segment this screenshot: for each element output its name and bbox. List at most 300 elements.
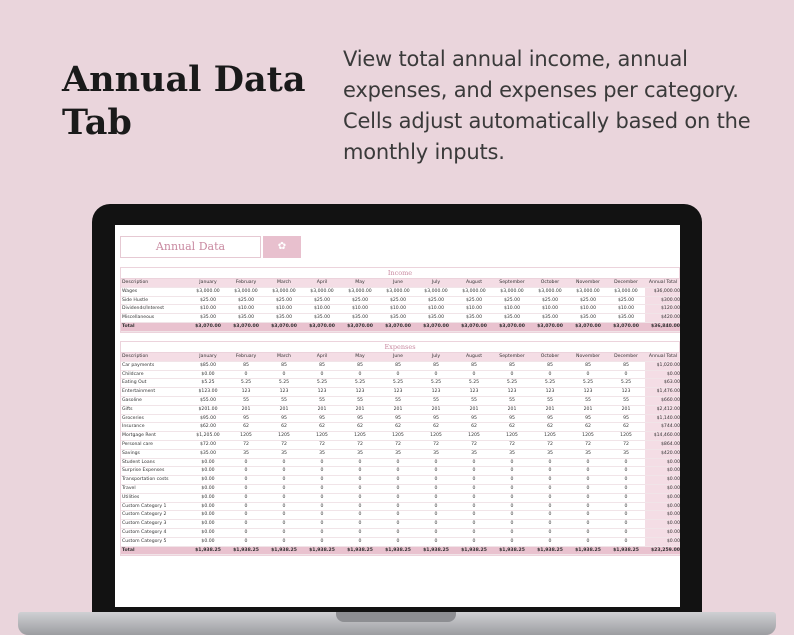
expenses-cell[interactable]: Surprise Expenses [121,467,189,476]
income-cell[interactable]: Wages [121,287,189,296]
income-cell[interactable]: $10.00 [341,305,379,314]
expenses-cell[interactable]: 0 [569,537,607,546]
expenses-cell[interactable]: $0.00 [189,537,227,546]
income-cell[interactable]: $25.00 [531,296,569,305]
expenses-cell[interactable]: Mortgage Rent [121,432,189,441]
expenses-cell[interactable]: 62 [569,423,607,432]
income-cell[interactable]: $25.00 [417,296,455,305]
expenses-cell[interactable]: 201 [531,405,569,414]
expenses-cell[interactable]: $2,412.00 [645,405,680,414]
expenses-cell[interactable]: 35 [341,449,379,458]
expenses-cell[interactable]: 0 [265,484,303,493]
expenses-cell[interactable]: 0 [379,458,417,467]
expenses-cell[interactable]: 62 [379,423,417,432]
expenses-cell[interactable]: Personal care [121,440,189,449]
expenses-cell[interactable]: 1205 [379,432,417,441]
expenses-cell[interactable]: 35 [417,449,455,458]
income-cell[interactable]: $25.00 [341,296,379,305]
expenses-cell[interactable]: Childcare [121,370,189,379]
expenses-cell[interactable]: 5.25 [303,379,341,388]
income-cell[interactable]: $10.00 [379,305,417,314]
expenses-cell[interactable]: 85 [227,361,265,370]
expenses-cell[interactable]: 0 [265,537,303,546]
expenses-cell[interactable]: Travel [121,484,189,493]
expenses-cell[interactable]: 95 [455,414,493,423]
expenses-cell[interactable]: 55 [417,396,455,405]
expenses-cell[interactable]: 62 [493,423,531,432]
expenses-cell[interactable]: $0.00 [645,484,680,493]
expenses-cell[interactable]: $55.00 [189,396,227,405]
expenses-cell[interactable]: 0 [493,476,531,485]
expenses-cell[interactable]: 85 [607,361,645,370]
expenses-cell[interactable]: 55 [607,396,645,405]
expenses-cell[interactable]: Groceries [121,414,189,423]
expenses-cell[interactable]: $1,205.00 [189,432,227,441]
income-cell[interactable]: $10.00 [303,305,341,314]
expenses-cell[interactable]: 0 [341,537,379,546]
expenses-cell[interactable]: 0 [607,511,645,520]
expenses-cell[interactable]: 55 [455,396,493,405]
expenses-cell[interactable]: Custom Category 4 [121,528,189,537]
expenses-cell[interactable]: 62 [417,423,455,432]
expenses-cell[interactable]: 35 [227,449,265,458]
income-cell[interactable]: $3,070.00 [531,322,569,331]
expenses-cell[interactable]: 123 [303,388,341,397]
expenses-cell[interactable]: 0 [417,476,455,485]
income-cell[interactable]: $3,000.00 [455,287,493,296]
income-cell[interactable]: $3,070.00 [341,322,379,331]
expenses-cell[interactable]: 0 [341,528,379,537]
income-cell[interactable]: $10.00 [265,305,303,314]
expenses-cell[interactable]: 0 [417,511,455,520]
expenses-cell[interactable]: 0 [569,467,607,476]
expenses-cell[interactable]: 5.25 [569,379,607,388]
expenses-cell[interactable]: Entertainment [121,388,189,397]
expenses-cell[interactable]: 0 [227,493,265,502]
income-cell[interactable]: $35.00 [569,314,607,323]
expenses-cell[interactable]: 0 [417,528,455,537]
expenses-cell[interactable]: $62.00 [189,423,227,432]
income-cell[interactable]: $3,070.00 [569,322,607,331]
expenses-cell[interactable]: 0 [493,511,531,520]
expenses-cell[interactable]: 0 [455,502,493,511]
expenses-cell[interactable]: 0 [303,502,341,511]
income-cell[interactable]: $25.00 [607,296,645,305]
expenses-cell[interactable]: 95 [265,414,303,423]
expenses-cell[interactable]: 0 [379,528,417,537]
expenses-cell[interactable]: 1205 [455,432,493,441]
expenses-cell[interactable]: 201 [303,405,341,414]
income-cell[interactable]: $3,000.00 [341,287,379,296]
expenses-cell[interactable]: 95 [607,414,645,423]
expenses-cell[interactable]: 123 [569,388,607,397]
expenses-cell[interactable]: 0 [341,476,379,485]
expenses-cell[interactable]: 123 [227,388,265,397]
expenses-cell[interactable]: 0 [303,520,341,529]
income-cell[interactable]: $3,070.00 [417,322,455,331]
expenses-cell[interactable]: $660.00 [645,396,680,405]
expenses-cell[interactable]: 95 [341,414,379,423]
expenses-cell[interactable]: 1205 [265,432,303,441]
expenses-cell[interactable]: 0 [379,502,417,511]
expenses-cell[interactable]: 62 [227,423,265,432]
expenses-cell[interactable]: 95 [493,414,531,423]
sheet-tab-title[interactable]: Annual Data [120,236,261,258]
expenses-cell[interactable]: 35 [455,449,493,458]
expenses-cell[interactable]: 0 [455,511,493,520]
expenses-cell[interactable]: $1,938.25 [417,546,455,555]
expenses-cell[interactable]: $0.00 [189,458,227,467]
expenses-cell[interactable]: 0 [417,520,455,529]
expenses-cell[interactable]: 0 [341,502,379,511]
expenses-cell[interactable]: $35.00 [189,449,227,458]
expenses-cell[interactable]: 0 [607,502,645,511]
expenses-cell[interactable]: 0 [569,484,607,493]
expenses-cell[interactable]: 95 [417,414,455,423]
expenses-cell[interactable]: 1205 [569,432,607,441]
expenses-cell[interactable]: 123 [531,388,569,397]
income-cell[interactable]: $10.00 [493,305,531,314]
income-cell[interactable]: $35.00 [455,314,493,323]
expenses-cell[interactable]: 0 [493,458,531,467]
income-cell[interactable]: $25.00 [379,296,417,305]
expenses-cell[interactable]: $63.00 [645,379,680,388]
expenses-cell[interactable]: $1,938.25 [455,546,493,555]
expenses-cell[interactable]: 5.25 [417,379,455,388]
expenses-cell[interactable]: Gifts [121,405,189,414]
expenses-cell[interactable]: Eating Out [121,379,189,388]
expenses-cell[interactable]: 1205 [341,432,379,441]
expenses-cell[interactable]: $0.00 [645,511,680,520]
expenses-cell[interactable]: 201 [265,405,303,414]
expenses-cell[interactable]: 35 [493,449,531,458]
income-cell[interactable]: $300.00 [645,296,680,305]
expenses-cell[interactable]: 0 [569,520,607,529]
expenses-cell[interactable]: $0.00 [189,484,227,493]
expenses-cell[interactable]: 0 [303,370,341,379]
expenses-cell[interactable]: 0 [303,476,341,485]
expenses-cell[interactable]: 0 [227,528,265,537]
expenses-cell[interactable]: 55 [265,396,303,405]
expenses-cell[interactable]: 85 [417,361,455,370]
expenses-cell[interactable]: 72 [417,440,455,449]
expenses-cell[interactable]: $0.00 [645,370,680,379]
expenses-cell[interactable]: $0.00 [645,467,680,476]
income-cell[interactable]: $3,070.00 [227,322,265,331]
expenses-cell[interactable]: 0 [341,493,379,502]
expenses-cell[interactable]: 201 [607,405,645,414]
expenses-cell[interactable]: 0 [607,476,645,485]
expenses-cell[interactable]: 0 [455,467,493,476]
expenses-cell[interactable]: 0 [607,537,645,546]
income-cell[interactable]: $3,000.00 [531,287,569,296]
income-cell[interactable]: $25.00 [303,296,341,305]
expenses-cell[interactable]: 0 [569,511,607,520]
income-cell[interactable]: $120.00 [645,305,680,314]
expenses-cell[interactable]: 0 [455,520,493,529]
expenses-cell[interactable]: 62 [531,423,569,432]
expenses-cell[interactable]: 0 [531,476,569,485]
income-cell[interactable]: $25.00 [455,296,493,305]
expenses-cell[interactable]: 85 [379,361,417,370]
expenses-cell[interactable]: 35 [569,449,607,458]
expenses-cell[interactable]: $1,938.25 [607,546,645,555]
income-cell[interactable]: $35.00 [417,314,455,323]
expenses-cell[interactable]: 72 [265,440,303,449]
expenses-cell[interactable]: 0 [265,528,303,537]
expenses-cell[interactable]: 35 [531,449,569,458]
expenses-cell[interactable]: 0 [607,467,645,476]
expenses-cell[interactable]: 0 [379,484,417,493]
expenses-cell[interactable]: 123 [417,388,455,397]
expenses-cell[interactable]: 0 [493,537,531,546]
expenses-cell[interactable]: 5.25 [265,379,303,388]
income-cell[interactable]: Total [121,322,189,331]
expenses-cell[interactable]: 95 [531,414,569,423]
expenses-cell[interactable]: 0 [341,511,379,520]
expenses-cell[interactable]: Utilities [121,493,189,502]
expenses-cell[interactable]: $0.00 [189,493,227,502]
expenses-cell[interactable]: 0 [341,458,379,467]
income-cell[interactable]: $420.00 [645,314,680,323]
expenses-cell[interactable]: 85 [531,361,569,370]
expenses-cell[interactable]: 0 [265,502,303,511]
expenses-cell[interactable]: 72 [227,440,265,449]
expenses-cell[interactable]: Custom Category 2 [121,511,189,520]
expenses-cell[interactable]: 85 [455,361,493,370]
expenses-cell[interactable]: 0 [455,537,493,546]
expenses-cell[interactable]: 0 [569,502,607,511]
expenses-cell[interactable]: 62 [265,423,303,432]
expenses-cell[interactable]: $72.00 [189,440,227,449]
expenses-cell[interactable]: 95 [303,414,341,423]
expenses-cell[interactable]: 0 [227,476,265,485]
expenses-cell[interactable]: Custom Category 1 [121,502,189,511]
expenses-cell[interactable]: 0 [531,493,569,502]
expenses-cell[interactable]: 55 [341,396,379,405]
expenses-cell[interactable]: 0 [417,458,455,467]
expenses-cell[interactable]: 0 [265,370,303,379]
expenses-cell[interactable]: 123 [493,388,531,397]
expenses-cell[interactable]: $0.00 [189,476,227,485]
income-cell[interactable]: $35.00 [303,314,341,323]
expenses-cell[interactable]: 0 [227,458,265,467]
expenses-cell[interactable]: 5.25 [227,379,265,388]
expenses-cell[interactable]: 5.25 [607,379,645,388]
expenses-cell[interactable]: 0 [227,484,265,493]
expenses-cell[interactable]: 72 [493,440,531,449]
expenses-cell[interactable]: 0 [455,458,493,467]
income-cell[interactable]: $25.00 [189,296,227,305]
income-cell[interactable]: $10.00 [531,305,569,314]
expenses-cell[interactable]: $0.00 [189,502,227,511]
expenses-cell[interactable]: 0 [341,520,379,529]
income-cell[interactable]: $25.00 [493,296,531,305]
expenses-cell[interactable]: 0 [531,528,569,537]
expenses-cell[interactable]: $1,938.25 [493,546,531,555]
expenses-cell[interactable]: 0 [379,520,417,529]
expenses-cell[interactable]: 123 [607,388,645,397]
expenses-cell[interactable]: 0 [341,370,379,379]
expenses-cell[interactable]: $0.00 [189,528,227,537]
expenses-cell[interactable]: 62 [341,423,379,432]
expenses-cell[interactable]: $123.00 [189,388,227,397]
expenses-cell[interactable]: 0 [531,467,569,476]
expenses-cell[interactable]: 1205 [227,432,265,441]
expenses-cell[interactable]: 0 [531,458,569,467]
expenses-cell[interactable]: 85 [493,361,531,370]
expenses-cell[interactable]: Student Loans [121,458,189,467]
expenses-cell[interactable]: 0 [227,467,265,476]
expenses-cell[interactable]: 0 [531,370,569,379]
income-cell[interactable]: $35.00 [531,314,569,323]
income-cell[interactable]: Dividends/Interest [121,305,189,314]
expenses-cell[interactable]: $0.00 [645,493,680,502]
expenses-cell[interactable]: 85 [303,361,341,370]
expenses-cell[interactable]: 0 [227,511,265,520]
income-cell[interactable]: $10.00 [417,305,455,314]
income-cell[interactable]: $3,000.00 [607,287,645,296]
expenses-cell[interactable]: 0 [493,370,531,379]
expenses-cell[interactable]: $201.00 [189,405,227,414]
expenses-cell[interactable]: 0 [379,511,417,520]
expenses-cell[interactable]: 72 [341,440,379,449]
expenses-cell[interactable]: 0 [303,537,341,546]
expenses-cell[interactable]: 55 [379,396,417,405]
expenses-cell[interactable]: $0.00 [645,520,680,529]
expenses-cell[interactable]: $85.00 [189,361,227,370]
expenses-cell[interactable]: 5.25 [341,379,379,388]
expenses-cell[interactable]: 0 [227,520,265,529]
expenses-cell[interactable]: $1,938.25 [569,546,607,555]
expenses-cell[interactable]: 0 [227,537,265,546]
expenses-cell[interactable]: 0 [493,493,531,502]
income-cell[interactable]: $10.00 [455,305,493,314]
income-cell[interactable]: $35.00 [227,314,265,323]
expenses-cell[interactable]: 123 [265,388,303,397]
expenses-cell[interactable]: 0 [303,511,341,520]
expenses-cell[interactable]: Custom Category 5 [121,537,189,546]
income-cell[interactable]: $35.00 [493,314,531,323]
expenses-cell[interactable]: 0 [417,467,455,476]
expenses-cell[interactable]: $14,460.00 [645,432,680,441]
expenses-cell[interactable]: 0 [227,370,265,379]
expenses-cell[interactable]: $744.00 [645,423,680,432]
expenses-cell[interactable]: $0.00 [189,370,227,379]
income-cell[interactable]: $3,070.00 [493,322,531,331]
income-cell[interactable]: $35.00 [379,314,417,323]
expenses-cell[interactable]: 0 [455,370,493,379]
income-cell[interactable]: $3,070.00 [455,322,493,331]
expenses-cell[interactable]: $0.00 [645,502,680,511]
expenses-cell[interactable]: 0 [607,493,645,502]
income-cell[interactable]: $3,000.00 [379,287,417,296]
expenses-cell[interactable]: 0 [569,370,607,379]
expenses-cell[interactable]: 0 [531,537,569,546]
expenses-cell[interactable]: 0 [607,370,645,379]
income-cell[interactable]: $25.00 [227,296,265,305]
income-cell[interactable]: $35.00 [607,314,645,323]
expenses-cell[interactable]: 1205 [493,432,531,441]
expenses-cell[interactable]: 0 [531,511,569,520]
expenses-cell[interactable]: 62 [303,423,341,432]
expenses-cell[interactable]: 0 [493,484,531,493]
expenses-cell[interactable]: 123 [379,388,417,397]
expenses-cell[interactable]: $864.00 [645,440,680,449]
flower-icon[interactable]: ✿ [263,236,301,258]
expenses-cell[interactable]: 35 [379,449,417,458]
expenses-cell[interactable]: 62 [455,423,493,432]
expenses-cell[interactable]: 0 [303,493,341,502]
expenses-cell[interactable]: 0 [417,370,455,379]
expenses-cell[interactable]: $0.00 [189,467,227,476]
expenses-cell[interactable]: Custom Category 3 [121,520,189,529]
expenses-cell[interactable]: 201 [569,405,607,414]
expenses-cell[interactable]: $0.00 [645,476,680,485]
expenses-cell[interactable]: 0 [417,502,455,511]
expenses-cell[interactable]: 0 [379,537,417,546]
expenses-cell[interactable]: 0 [531,484,569,493]
expenses-cell[interactable]: $1,938.25 [189,546,227,555]
expenses-cell[interactable]: $1,938.25 [379,546,417,555]
income-cell[interactable]: $3,070.00 [607,322,645,331]
income-cell[interactable]: Side Hustle [121,296,189,305]
expenses-cell[interactable]: 5.25 [379,379,417,388]
income-cell[interactable]: $3,000.00 [189,287,227,296]
expenses-cell[interactable]: 201 [379,405,417,414]
expenses-cell[interactable]: 0 [607,528,645,537]
expenses-cell[interactable]: $95.00 [189,414,227,423]
expenses-cell[interactable]: 35 [265,449,303,458]
expenses-cell[interactable]: 0 [417,493,455,502]
income-cell[interactable]: $3,000.00 [227,287,265,296]
expenses-cell[interactable]: 35 [303,449,341,458]
expenses-cell[interactable]: 95 [379,414,417,423]
expenses-cell[interactable]: 0 [303,467,341,476]
expenses-cell[interactable]: 1205 [417,432,455,441]
expenses-cell[interactable]: 201 [455,405,493,414]
expenses-cell[interactable]: $0.00 [645,537,680,546]
expenses-cell[interactable]: 55 [569,396,607,405]
expenses-cell[interactable]: 0 [607,520,645,529]
income-cell[interactable]: $3,000.00 [569,287,607,296]
expenses-cell[interactable]: 0 [265,476,303,485]
expenses-cell[interactable]: 0 [417,484,455,493]
expenses-cell[interactable]: $0.00 [645,528,680,537]
expenses-cell[interactable]: Savings [121,449,189,458]
expenses-cell[interactable]: 123 [455,388,493,397]
expenses-cell[interactable]: $0.00 [645,458,680,467]
expenses-cell[interactable]: 95 [227,414,265,423]
expenses-cell[interactable]: 201 [341,405,379,414]
expenses-cell[interactable]: 0 [227,502,265,511]
income-cell[interactable]: $3,000.00 [417,287,455,296]
expenses-cell[interactable]: 201 [417,405,455,414]
expenses-cell[interactable]: $1,476.00 [645,388,680,397]
expenses-cell[interactable]: 0 [303,458,341,467]
expenses-cell[interactable]: $420.00 [645,449,680,458]
expenses-cell[interactable]: 0 [493,528,531,537]
income-cell[interactable]: $36,000.00 [645,287,680,296]
expenses-cell[interactable]: 0 [265,511,303,520]
income-cell[interactable]: $25.00 [265,296,303,305]
expenses-cell[interactable]: $23,259.00 [645,546,680,555]
expenses-cell[interactable]: 95 [569,414,607,423]
expenses-cell[interactable]: 0 [379,370,417,379]
expenses-cell[interactable]: Insurance [121,423,189,432]
expenses-cell[interactable]: 0 [417,537,455,546]
expenses-cell[interactable]: 0 [265,458,303,467]
